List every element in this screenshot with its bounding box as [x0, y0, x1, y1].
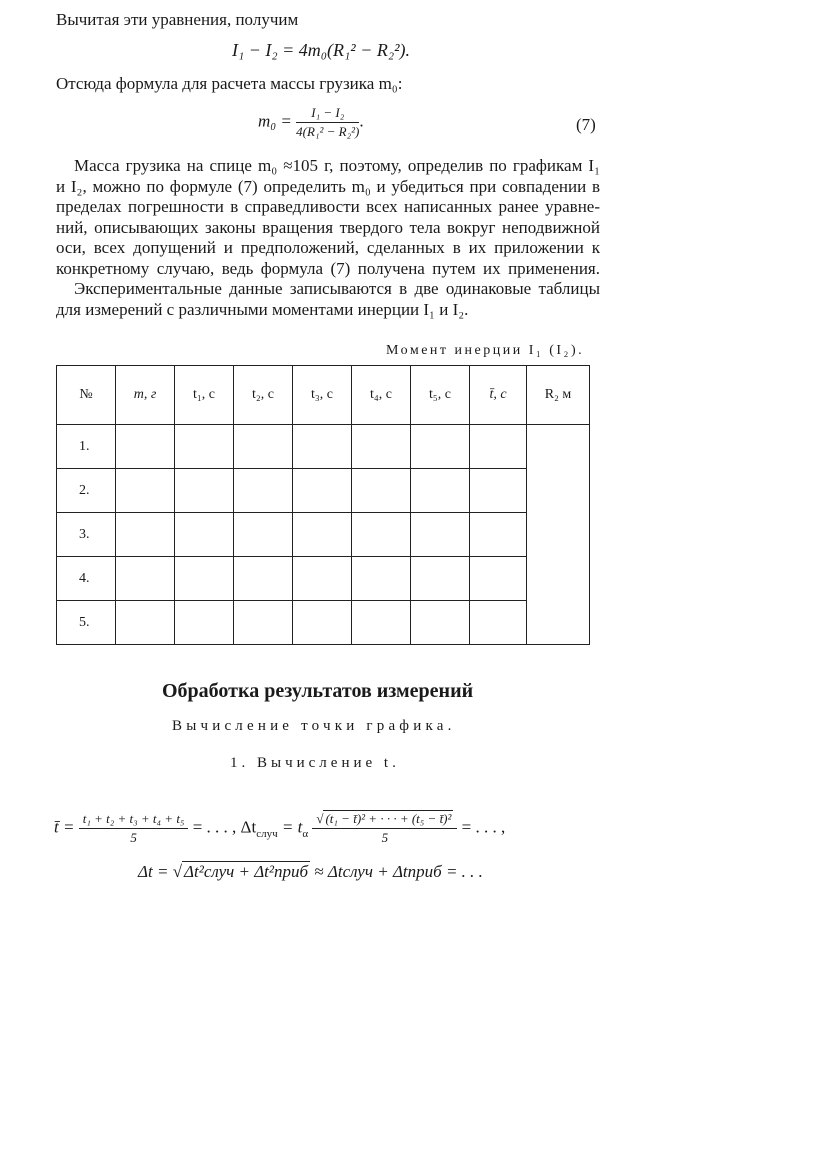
formula-t-numerator-2: √ (t₁ − t̄)² + · · · + (t₅ − t̄)²	[312, 810, 457, 829]
row-number: 1.	[57, 425, 116, 469]
table-row	[57, 513, 590, 557]
paragraph-mass	[56, 156, 600, 279]
table-cell	[234, 469, 293, 513]
formula-t-sub-alpha: α	[302, 827, 309, 840]
item-title: 1. Вычисление t.	[230, 755, 400, 771]
formula-m0-fraction	[296, 104, 359, 141]
paragraph-line: пределах погрешности в справедливости всех написанных ранее уравне-	[56, 197, 600, 216]
paragraph-line: для измерений с различными моментами инерции I₁ и I₂.	[56, 299, 469, 319]
subsection-title: Вычисление точки графика.	[172, 718, 456, 734]
table-cell	[116, 601, 175, 645]
table-cell	[293, 557, 352, 601]
header-t2: t₂, c	[234, 366, 293, 425]
intro-line: Вычитая эти уравнения, получим	[56, 10, 299, 29]
formula-dt-radicand: Δt²случ + Δt²приб	[184, 862, 309, 881]
formula-difference: I₁ − I₂ = 4m₀(R₁² − R₂²).	[232, 40, 410, 60]
paragraph-line: Масса грузика на спице m₀ ≈105 г, поэтому, определив по графикам I₁	[74, 156, 600, 175]
table-cell	[411, 557, 470, 601]
table-cell	[411, 513, 470, 557]
table-cell	[234, 425, 293, 469]
table-cell	[293, 601, 352, 645]
table-cell	[116, 469, 175, 513]
header-t-mean: t̄, c	[470, 366, 527, 425]
table-cell	[411, 601, 470, 645]
formula-m0	[258, 104, 364, 141]
table-cell	[470, 469, 527, 513]
header-r2: R₂ м	[527, 366, 590, 425]
formula-m0-numerator: I₁ − I₂	[296, 104, 359, 123]
table-caption: Момент инерции I₁ (I₂).	[386, 343, 585, 358]
table-row	[57, 469, 590, 513]
table-cell	[234, 513, 293, 557]
table-cell	[293, 513, 352, 557]
formula-dt-lhs: Δt =	[138, 862, 169, 881]
formula-t-fraction	[79, 810, 189, 847]
formula-t-fraction-2	[312, 810, 457, 847]
table-cell	[470, 557, 527, 601]
table-cell	[352, 513, 411, 557]
paragraph-line: ний, описывающих законы вращения твердого тела вокруг неподвижной	[56, 217, 600, 237]
table-cell	[352, 425, 411, 469]
table-cell	[470, 513, 527, 557]
table-cell	[116, 557, 175, 601]
formula-dt-rhs: ≈ Δtслуч + Δtприб = . . .	[314, 862, 483, 881]
table-cell	[175, 557, 234, 601]
row-number: 5.	[57, 601, 116, 645]
paragraph-line: оси, всех допущений и предположений, сделанных в их приложении к	[56, 238, 600, 257]
table-cell	[116, 425, 175, 469]
table-row	[57, 425, 590, 469]
table-cell	[470, 425, 527, 469]
paragraph-line: и I₂, можно по формуле (7) определить m₀ и убедиться при совпадении в	[56, 176, 600, 196]
row-number: 2.	[57, 469, 116, 513]
table-cell	[411, 469, 470, 513]
paragraph-line: Экспериментальные данные записываются в две одинаковые таблицы	[74, 279, 600, 298]
paragraph-tables	[56, 279, 600, 320]
table-cell	[234, 557, 293, 601]
table-cell	[175, 601, 234, 645]
table-cell	[352, 601, 411, 645]
formula-m0-lhs: m₀ =	[258, 111, 292, 131]
mass-intro-line: Отсюда формула для расчета массы грузика m₀:	[56, 74, 403, 93]
formula-t-lhs: t̄ =	[54, 817, 75, 837]
formula-t-sub-sluch: случ	[256, 827, 278, 840]
formula-t-radicand: (t₁ − t̄)² + · · · + (t₅ − t̄)²	[325, 811, 452, 826]
header-mass: m, г	[116, 366, 175, 425]
table-row	[57, 557, 590, 601]
formula-t-tail: = . . . ,	[461, 817, 506, 837]
section-title: Обработка результатов измерений	[162, 680, 474, 702]
row-number: 4.	[57, 557, 116, 601]
table-cell	[411, 425, 470, 469]
formula-m0-tail: .	[359, 111, 364, 131]
formula-t-eq2: = t	[281, 817, 303, 837]
table-cell	[175, 425, 234, 469]
table-cell	[293, 469, 352, 513]
paragraph-line: конкретному случаю, ведь формула (7) получена путем их применения.	[56, 258, 600, 278]
table-cell	[352, 557, 411, 601]
table-cell	[175, 513, 234, 557]
formula-t-mid: = . . . , Δt	[192, 817, 257, 837]
formula-t-denominator: 5	[130, 830, 137, 845]
r2-merged-cell	[527, 425, 590, 645]
formula-m0-denominator: 4(R₁² − R₂²)	[296, 124, 360, 139]
table-cell	[116, 513, 175, 557]
formula-t-mean	[54, 810, 505, 847]
table-header-row	[57, 366, 590, 425]
header-t5: t₅, c	[411, 366, 470, 425]
equation-number-7: (7)	[576, 115, 596, 134]
measurement-table	[56, 365, 590, 645]
header-t1: t₁, c	[175, 366, 234, 425]
table-cell	[352, 469, 411, 513]
table-cell	[293, 425, 352, 469]
table-cell	[234, 601, 293, 645]
formula-t-numerator: t₁ + t₂ + t₃ + t₄ + t₅	[79, 810, 189, 829]
header-t4: t₄, c	[352, 366, 411, 425]
table-cell	[175, 469, 234, 513]
formula-t-denominator-2: 5	[381, 830, 389, 845]
table-cell	[470, 601, 527, 645]
header-number: №	[57, 366, 116, 425]
header-t3: t₃, c	[293, 366, 352, 425]
row-number: 3.	[57, 513, 116, 557]
table-row	[57, 601, 590, 645]
formula-delta-t: Δt = √ Δt²случ + Δt²приб ≈ Δtслуч + Δtприб = . . .	[138, 862, 483, 881]
